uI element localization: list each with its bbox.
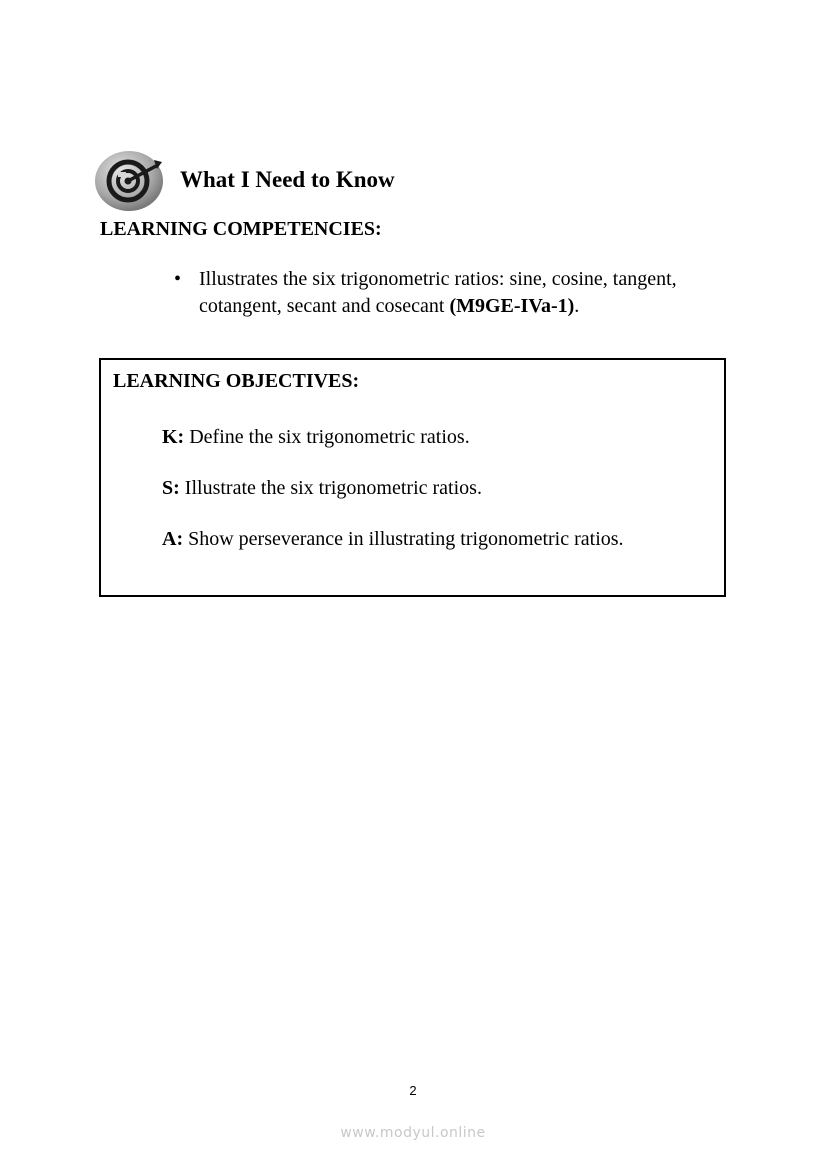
section-title: What I Need to Know	[180, 167, 395, 192]
objective-text: Show perseverance in illustrating trigonometric ratios.	[183, 528, 624, 550]
competency-list	[170, 266, 730, 320]
bullet-icon: •	[174, 268, 182, 290]
objective-attitude	[162, 528, 624, 551]
objectives-heading: LEARNING OBJECTIVES:	[113, 370, 360, 392]
objectives-box	[99, 358, 726, 597]
competency-end: .	[574, 295, 580, 317]
section-header	[94, 150, 166, 212]
objective-text: Define the six trigonometric ratios.	[184, 426, 470, 448]
objective-text: Illustrate the six trigonometric ratios.	[179, 477, 482, 499]
competency-text: Illustrates the six trigonometric ratios: sine, cosine, tangent, cotangent, secant and cosecant	[199, 268, 677, 317]
target-icon	[94, 150, 166, 212]
objective-tag: K:	[162, 426, 185, 448]
objective-tag: A:	[162, 528, 184, 550]
objective-tag: S:	[162, 477, 180, 499]
objective-knowledge	[162, 426, 470, 449]
page-number: 2	[409, 1083, 417, 1098]
competency-code: (M9GE-IVa-1)	[449, 295, 575, 317]
objective-skill	[162, 477, 482, 500]
competencies-heading: LEARNING COMPETENCIES:	[100, 218, 382, 240]
watermark: www.modyul.online	[340, 1125, 486, 1141]
list-item	[170, 266, 730, 320]
